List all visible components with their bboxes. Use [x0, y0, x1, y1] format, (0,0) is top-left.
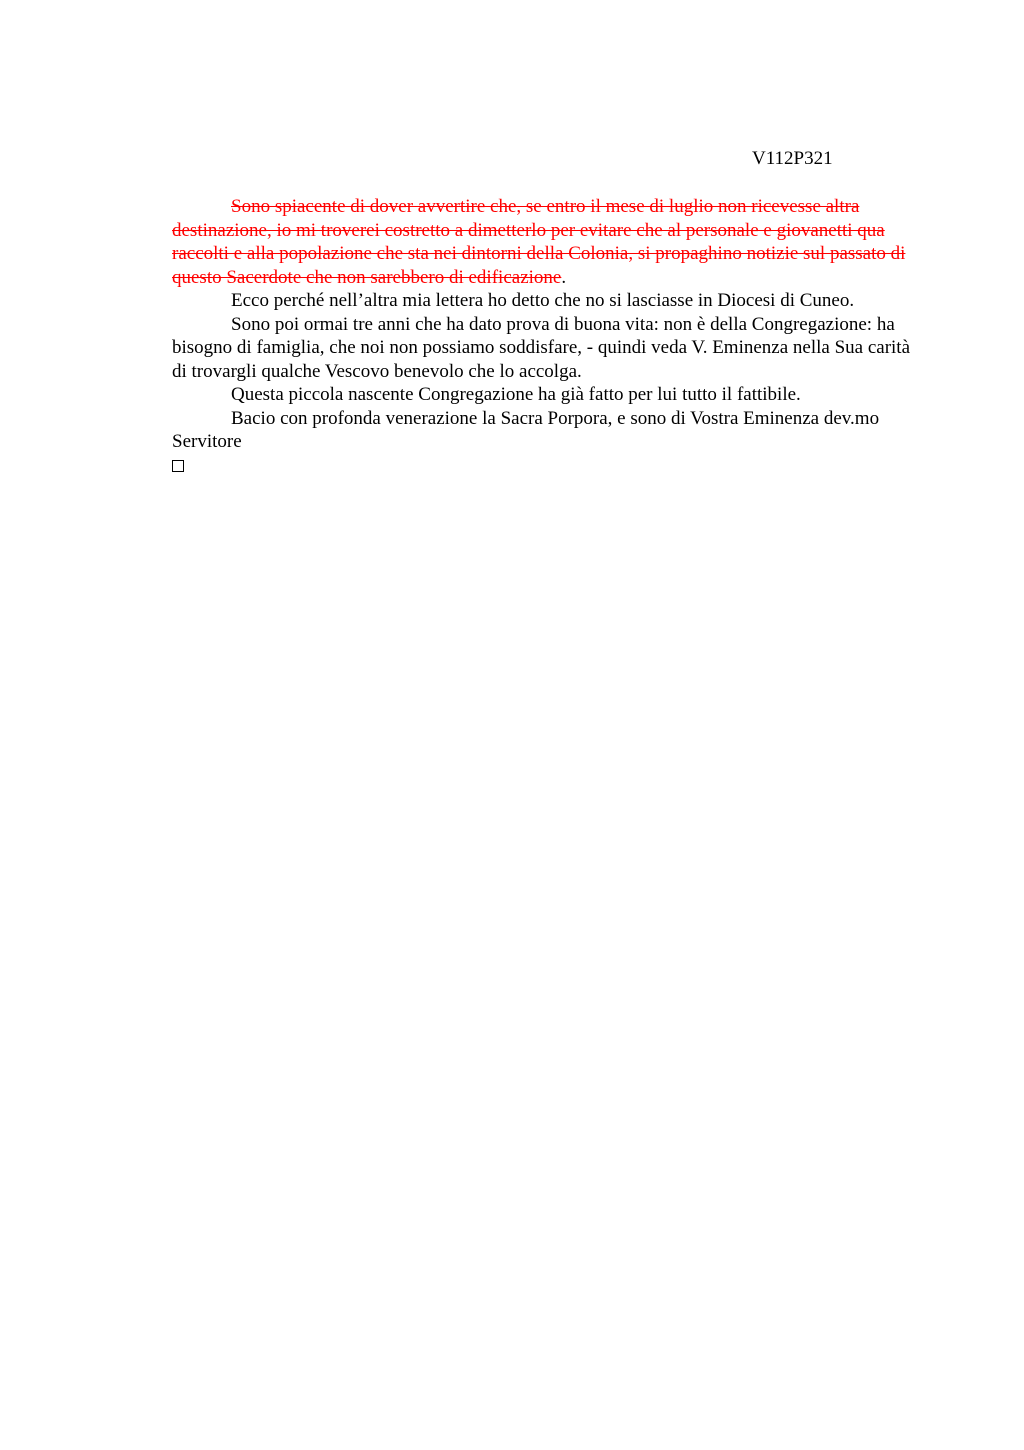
paragraph-4: Bacio con profonda venerazione la Sacra Porpora, e sono di Vostra Eminenza dev.mo Servitore: [172, 407, 880, 452]
document-code: V112P321: [752, 148, 833, 169]
paragraph-period: .: [561, 266, 567, 288]
letter-body: [172, 195, 920, 478]
paragraph-3: Questa piccola nascente Congregazione ha già fatto per lui tutto il fattibile.: [231, 384, 801, 405]
deleted-text: Sono spiacente di dover avvertire che, se entro il mese di luglio non ricevesse altra destinazione, io mi troverei costretto a dimetterlo per evitare che al personale e giovanetti qua raccolti e alla popolazione che sta nei dintorni della Colonia, si propaghino notizie sul passato di questo Sacerdote che non sarebbero di edificazione: [172, 196, 906, 288]
checkbox-line: [172, 454, 920, 479]
struck-paragraph: [172, 195, 920, 289]
paragraph-2: Sono poi ormai tre anni che ha dato prova di buona vita: non è della Congregazione: ha bisogno di famiglia, che noi non possiamo soddisfare, - quindi veda V. Eminenza nella Sua carità di trovargli qualche Vescovo benevolo che lo accolga.: [172, 313, 911, 382]
empty-checkbox-icon: [172, 460, 184, 472]
paragraph-1: Ecco perché nell’altra mia lettera ho detto che no si lasciasse in Diocesi di Cuneo.: [231, 290, 855, 311]
